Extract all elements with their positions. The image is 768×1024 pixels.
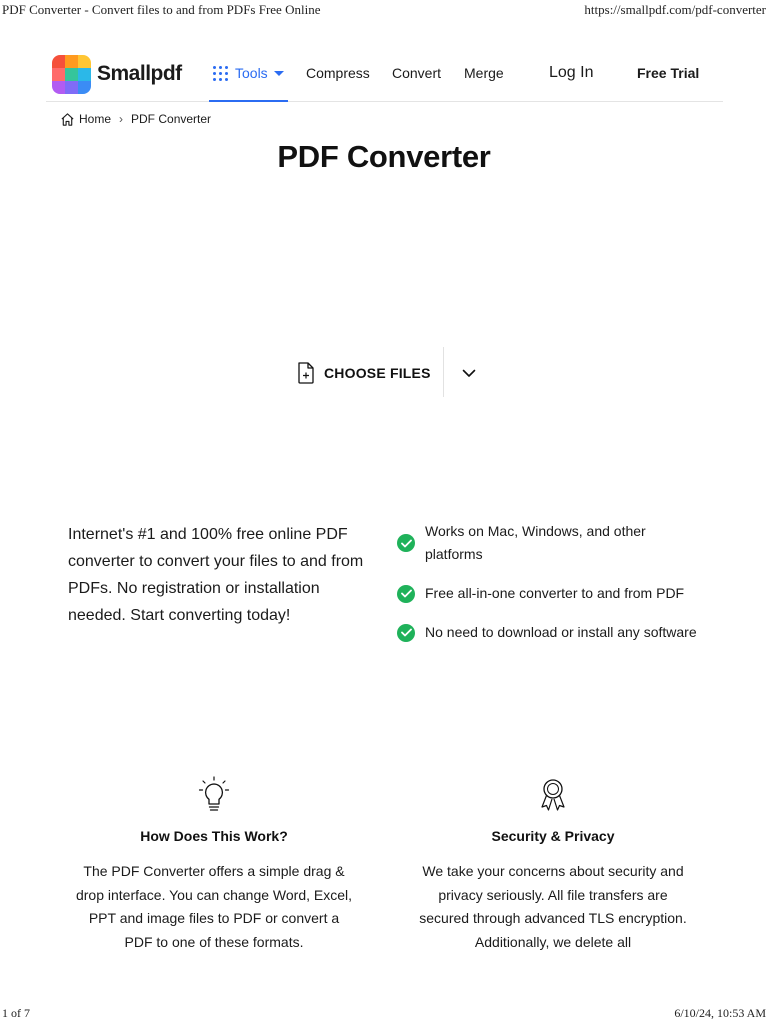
nav-tools-menu[interactable] [209, 46, 288, 102]
feature-item [397, 582, 707, 605]
breadcrumb [60, 110, 211, 128]
logo-wordmark: Smallpdf [97, 62, 182, 85]
home-icon [60, 112, 75, 127]
feature-text: Free all-in-one converter to and from PDF [425, 585, 685, 601]
print-page-number: 1 of 7 [2, 1006, 30, 1020]
upload-options-dropdown[interactable] [455, 360, 483, 386]
top-navbar [46, 46, 723, 102]
breadcrumb-separator: › [119, 112, 124, 126]
nav-compress-link[interactable]: Compress [306, 65, 370, 81]
print-page-title: PDF Converter - Convert files to and from PDFs Free Online [2, 2, 321, 17]
lightbulb-icon [197, 775, 231, 815]
feature-item [397, 621, 707, 644]
free-trial-button[interactable]: Free Trial [637, 65, 700, 81]
how-it-works-card [64, 775, 364, 954]
nav-tools-label: Tools [235, 65, 268, 81]
breadcrumb-current: PDF Converter [131, 112, 212, 126]
apps-grid-icon [213, 66, 228, 81]
logo-mark-icon [52, 55, 91, 94]
print-header [0, 0, 768, 20]
check-circle-icon [397, 585, 415, 603]
nav-convert-link[interactable]: Convert [392, 65, 442, 81]
how-it-works-title: How Does This Work? [140, 828, 288, 844]
award-ribbon-icon [536, 775, 570, 815]
security-privacy-body: We take your concerns about security and privacy seriously. All file transfers are secured through advanced TLS encryption. Additionally, we delete all [419, 863, 687, 950]
login-button[interactable]: Log In [549, 64, 594, 81]
choose-files-button[interactable] [296, 356, 431, 390]
chevron-down-icon [462, 369, 476, 378]
page-title: PDF Converter [277, 139, 491, 174]
smallpdf-logo[interactable] [52, 54, 182, 94]
caret-down-icon [274, 71, 284, 76]
print-footer [0, 1004, 768, 1024]
check-circle-icon [397, 624, 415, 642]
feature-item [397, 520, 707, 566]
file-add-icon [296, 362, 316, 384]
how-it-works-body: The PDF Converter offers a simple drag & drop interface. You can change Word, Excel, PPT and image files to PDF or convert a PDF to one of these formats. [75, 863, 353, 950]
feature-text: Works on Mac, Windows, and other platforms [425, 523, 646, 562]
choose-files-label: CHOOSE FILES [324, 365, 431, 381]
print-datetime: 6/10/24, 10:53 AM [674, 1006, 766, 1020]
feature-text: No need to download or install any software [425, 624, 697, 640]
breadcrumb-home-link[interactable]: Home [79, 112, 112, 126]
intro-description: Internet's #1 and 100% free online PDF converter to convert your files to and from PDFs. No registration or installation needed. Start converting today! [68, 526, 364, 624]
check-circle-icon [397, 534, 415, 552]
security-privacy-title: Security & Privacy [491, 828, 615, 844]
button-divider [443, 347, 444, 397]
security-privacy-card [403, 775, 703, 954]
nav-merge-link[interactable]: Merge [464, 65, 504, 81]
print-page-url: https://smallpdf.com/pdf-converter [584, 2, 766, 17]
